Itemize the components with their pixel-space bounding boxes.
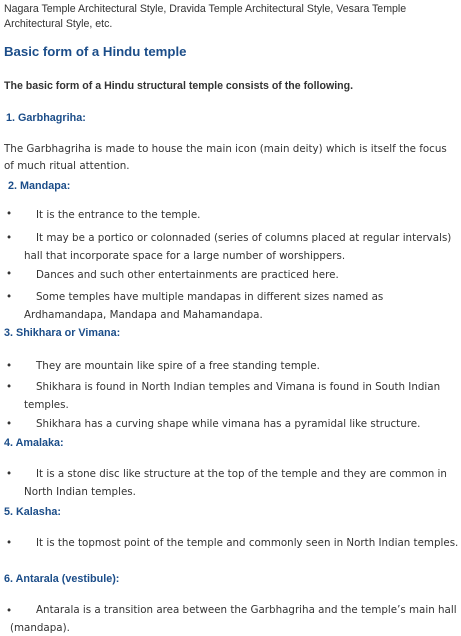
bullet-icon: • (6, 381, 13, 393)
bullet-icon: • (6, 360, 13, 372)
bullet-icon: • (6, 268, 13, 280)
section-title-shikhara: 3. Shikhara or Vimana: (4, 327, 121, 339)
list-item: Dances and such other entertainments are practiced here. (36, 269, 339, 281)
list-item: It may be a portico or colonnaded (series of columns placed at regular intervals) hall that incorporate space for a large number of worshippers. (24, 232, 452, 262)
list-item: Antarala is a transition area between the Garbhagriha and the temple’s main hall (mandapa). (10, 604, 457, 634)
section-heading: Basic form of a Hindu temple (4, 44, 187, 59)
list-item: Shikhara has a curving shape while vimana has a pyramidal like structure. (36, 418, 421, 430)
section-title-kalasha: 5. Kalasha: (4, 506, 62, 518)
list-item: Shikhara is found in North Indian temples and Vimana is found in South Indian temples. (24, 381, 441, 411)
list-item: It is the entrance to the temple. (36, 209, 201, 221)
list-item: Some temples have multiple mandapas in different sizes named as Ardhamandapa, Mandapa and Mahamandapa. (24, 291, 384, 321)
list-item: They are mountain like spire of a free standing temple. (36, 360, 320, 372)
section-title-garbhagriha: 1. Garbhagriha: (6, 112, 86, 124)
bullet-icon: • (6, 468, 13, 480)
bullet-icon: • (6, 605, 13, 617)
section-title-amalaka: 4. Amalaka: (4, 437, 64, 449)
bullet-icon: • (6, 208, 13, 220)
bullet-icon: • (6, 291, 13, 303)
bullet-icon: • (6, 418, 13, 430)
garbhagriha-paragraph: The Garbhagriha is made to house the main icon (main deity) which is itself the focus of much ritual attention. (4, 143, 447, 172)
list-item: It is the topmost point of the temple and commonly seen in North Indian temples. (36, 537, 459, 549)
bullet-icon: • (6, 232, 13, 244)
intro-text: Nagara Temple Architectural Style, Dravida Temple Architectural Style, Vesara Temple Architectural Style, etc. (4, 3, 407, 30)
list-item: It is a stone disc like structure at the top of the temple and they are common in North Indian temples. (24, 468, 447, 498)
section-title-antarala: 6. Antarala (vestibule): (4, 573, 120, 585)
lead-text: The basic form of a Hindu structural temple consists of the following. (4, 80, 354, 92)
bullet-icon: • (6, 537, 13, 549)
section-title-mandapa: 2. Mandapa: (8, 180, 71, 192)
